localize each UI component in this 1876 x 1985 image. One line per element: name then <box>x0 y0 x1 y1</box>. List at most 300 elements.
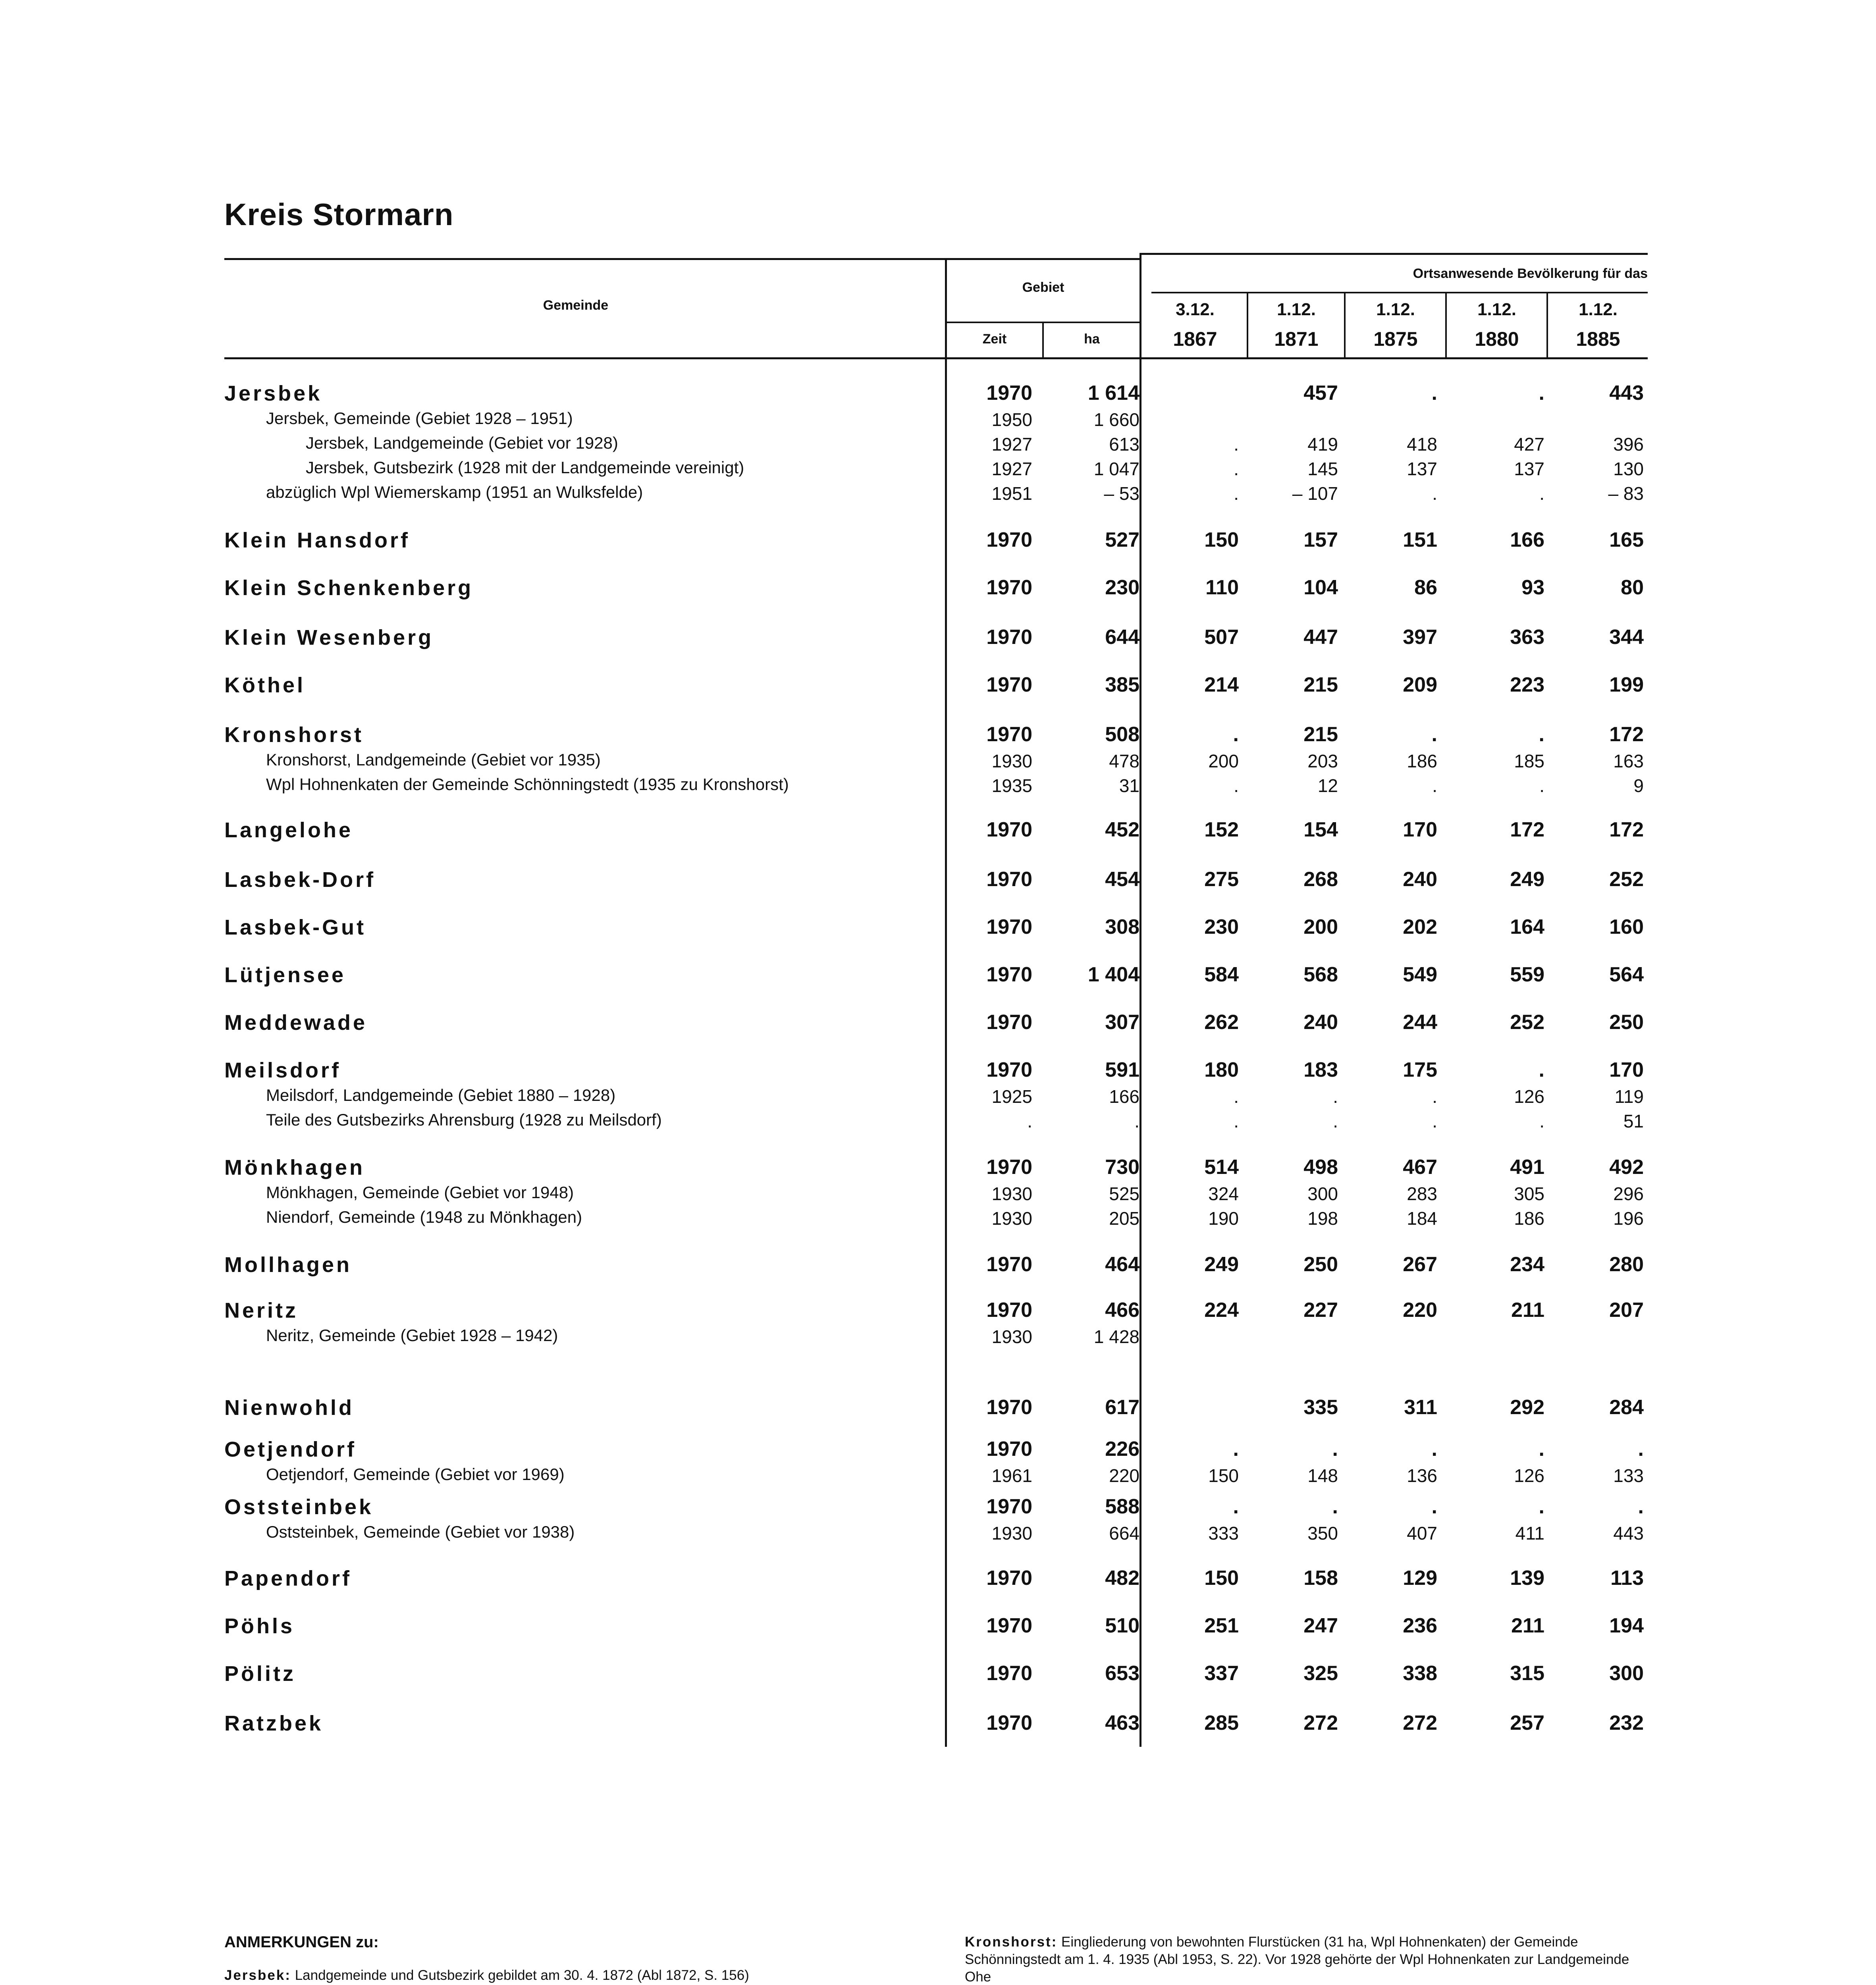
population-value: 407 <box>1407 1523 1437 1544</box>
gebiet-zeit: 1970 <box>986 1567 1032 1590</box>
gemeinde-name: Oetjendorf, Gemeinde (Gebiet vor 1969) <box>266 1465 565 1484</box>
gebiet-zeit: 1970 <box>986 382 1032 405</box>
gebiet-ha: 230 <box>1105 576 1139 599</box>
gemeinde-name: Meilsdorf <box>224 1058 341 1082</box>
gebiet-ha: 1 660 <box>1093 409 1139 430</box>
gebiet-ha: 1 428 <box>1093 1326 1139 1347</box>
population-value: 564 <box>1609 963 1644 986</box>
population-value: 236 <box>1403 1614 1437 1637</box>
gebiet-zeit: 1970 <box>986 1711 1032 1734</box>
population-value: 514 <box>1204 1156 1239 1179</box>
population-value: . <box>1539 723 1544 746</box>
population-value: 166 <box>1510 528 1544 551</box>
gebiet-zeit: 1970 <box>986 1495 1032 1518</box>
gebiet-ha: 1 047 <box>1093 459 1139 479</box>
population-value: 467 <box>1403 1156 1437 1179</box>
population-value: 240 <box>1303 1011 1338 1034</box>
population-value: 86 <box>1414 576 1437 599</box>
population-value: 296 <box>1613 1183 1644 1204</box>
population-value: 93 <box>1521 576 1544 599</box>
population-value: 250 <box>1609 1011 1644 1034</box>
population-value: 232 <box>1609 1711 1644 1734</box>
gebiet-ha: 525 <box>1109 1183 1139 1204</box>
population-value: 397 <box>1403 626 1437 649</box>
gebiet-ha: 730 <box>1105 1156 1139 1179</box>
gemeinde-name: Niendorf, Gemeinde (1948 zu Mönkhagen) <box>266 1208 582 1226</box>
population-value: 305 <box>1514 1183 1544 1204</box>
population-value: 196 <box>1613 1208 1644 1229</box>
date-1885: 1.12. <box>1579 300 1618 319</box>
notes-left <box>224 1933 820 1985</box>
gebiet-ha: 166 <box>1109 1086 1139 1107</box>
population-value: 9 <box>1633 775 1644 796</box>
population-value: . <box>1234 775 1239 796</box>
gemeinde-name: Pölitz <box>224 1662 296 1686</box>
gebiet-zeit: 1935 <box>991 775 1032 796</box>
date-1880: 1.12. <box>1477 300 1516 319</box>
population-value: 275 <box>1204 868 1239 891</box>
gemeinde-header: Gemeinde <box>543 298 609 313</box>
population-value: 80 <box>1621 576 1644 599</box>
population-value: 333 <box>1208 1523 1239 1544</box>
population-value: . <box>1432 483 1437 504</box>
population-value: 335 <box>1303 1396 1338 1419</box>
population-value: 137 <box>1514 459 1544 479</box>
gebiet-ha: 226 <box>1105 1438 1139 1461</box>
population-value: 507 <box>1204 626 1239 649</box>
gebiet-ha: 385 <box>1105 673 1139 696</box>
header-top-rule <box>224 258 945 260</box>
header-top-rule-right <box>1139 253 1648 255</box>
gebiet-zeit: 1970 <box>986 1058 1032 1081</box>
population-value: 411 <box>1515 1523 1544 1544</box>
gebiet-zeit: 1927 <box>991 434 1032 455</box>
population-value: 150 <box>1204 528 1239 551</box>
population-value: 172 <box>1510 818 1544 841</box>
population-value: 300 <box>1307 1183 1338 1204</box>
gemeinde-name: Mönkhagen <box>224 1156 365 1179</box>
gebiet-zeit: 1930 <box>991 1326 1032 1347</box>
population-value: 249 <box>1510 868 1544 891</box>
date-divider-4 <box>1546 292 1548 359</box>
population-value: 315 <box>1510 1662 1544 1685</box>
gemeinde-name: Nienwohld <box>224 1396 354 1420</box>
gemeinde-name: Oststeinbek, Gemeinde (Gebiet vor 1938) <box>266 1522 575 1541</box>
gemeinde-name: Kronshorst <box>224 723 364 747</box>
population-value: 110 <box>1205 576 1239 599</box>
gebiet-ha: 31 <box>1119 775 1139 796</box>
gebiet-zeit: 1925 <box>991 1086 1032 1107</box>
population-value: 498 <box>1303 1156 1338 1179</box>
population-value: 185 <box>1514 751 1544 771</box>
population-value: 337 <box>1204 1662 1239 1685</box>
gemeinde-name: Teile des Gutsbezirks Ahrensburg (1928 zu Meilsdorf) <box>266 1110 662 1129</box>
header-bottom-rule <box>224 357 1648 359</box>
population-value: 202 <box>1403 915 1437 939</box>
population-value: 244 <box>1403 1011 1437 1034</box>
gemeinde-name: Pöhls <box>224 1614 295 1638</box>
population-value: . <box>1539 483 1544 504</box>
gebiet-ha: 466 <box>1105 1299 1139 1322</box>
population-value: 234 <box>1510 1253 1544 1276</box>
gebiet-zeit: 1970 <box>986 1662 1032 1685</box>
gebiet-zeit: 1970 <box>986 723 1032 746</box>
population-value: 12 <box>1317 775 1338 796</box>
population-value: 350 <box>1307 1523 1338 1544</box>
population-value: 130 <box>1613 459 1644 479</box>
gebiet-zeit: 1970 <box>986 915 1032 939</box>
gebiet-top-rule <box>945 258 1139 260</box>
population-value: 324 <box>1208 1183 1239 1204</box>
population-value: 344 <box>1609 626 1644 649</box>
gebiet-zeit: 1970 <box>986 673 1032 696</box>
gebiet-ha: 613 <box>1109 434 1139 455</box>
population-value: 338 <box>1403 1662 1437 1685</box>
gebiet-zeit: 1970 <box>986 1156 1032 1179</box>
gebiet-ha: 508 <box>1105 723 1139 746</box>
gemeinde-name: Neritz <box>224 1299 299 1322</box>
gemeinde-name: Klein Hansdorf <box>224 528 411 552</box>
population-value: 133 <box>1613 1465 1644 1486</box>
population-value: . <box>1234 434 1239 455</box>
population-value: 170 <box>1609 1058 1644 1081</box>
population-value: 419 <box>1307 434 1338 455</box>
gebiet-zeit: 1930 <box>991 1183 1032 1204</box>
gebiet-ha: – 53 <box>1104 483 1139 504</box>
population-value: 559 <box>1510 963 1544 986</box>
gemeinde-name: Köthel <box>224 673 305 697</box>
population-value: . <box>1333 1086 1338 1107</box>
population-value: 230 <box>1204 915 1239 939</box>
population-value: 186 <box>1514 1208 1544 1229</box>
gebiet-zeit: . <box>1027 1111 1032 1131</box>
population-value: 250 <box>1303 1253 1338 1276</box>
gemeinde-name: Langelohe <box>224 818 353 842</box>
population-value: 325 <box>1303 1662 1338 1685</box>
year-1867: 1867 <box>1173 328 1217 350</box>
population-value: . <box>1234 1086 1239 1107</box>
population-value: 211 <box>1511 1299 1544 1322</box>
population-value: 249 <box>1204 1253 1239 1276</box>
gebiet-ha: 482 <box>1105 1567 1139 1590</box>
gemeinde-name: abzüglich Wpl Wiemerskamp (1951 an Wulksfelde) <box>266 483 643 501</box>
population-value: . <box>1432 775 1437 796</box>
population-value: 160 <box>1609 915 1644 939</box>
population-value: 247 <box>1303 1614 1338 1637</box>
gebiet-zeit: 1970 <box>986 1299 1032 1322</box>
population-value: 257 <box>1510 1711 1544 1734</box>
population-value: 214 <box>1204 673 1239 696</box>
gebiet-ha: 463 <box>1105 1711 1139 1734</box>
table-mid-divider <box>1139 253 1141 1747</box>
population-value: 148 <box>1307 1465 1338 1486</box>
population-value: 200 <box>1208 751 1239 771</box>
gebiet-zeit: 1970 <box>986 1011 1032 1034</box>
gemeinde-name: Meddewade <box>224 1011 368 1035</box>
population-value: . <box>1539 1495 1544 1518</box>
page-title: Kreis Stormarn <box>224 197 454 232</box>
gebiet-ha-divider <box>1042 322 1044 359</box>
gemeinde-name: Wpl Hohnenkaten der Gemeinde Schönningstedt (1935 zu Kronshorst) <box>266 775 789 794</box>
gebiet-ha: 308 <box>1105 915 1139 939</box>
gemeinde-name: Klein Schenkenberg <box>224 576 474 600</box>
population-value: 129 <box>1403 1567 1437 1590</box>
population-value: 223 <box>1510 673 1544 696</box>
note-jersbek: Jersbek: Landgemeinde und Gutsbezirk gebildet am 30. 4. 1872 (Abl 1872, S. 156) <box>224 1968 749 1983</box>
gebiet-ha: 307 <box>1105 1011 1139 1034</box>
gebiet-ha: 452 <box>1105 818 1139 841</box>
population-value: 165 <box>1609 528 1644 551</box>
population-value: 151 <box>1403 528 1437 551</box>
population-value: 240 <box>1403 868 1437 891</box>
population-value: 268 <box>1303 868 1338 891</box>
year-1880: 1880 <box>1475 328 1519 350</box>
population-value: . <box>1431 382 1437 405</box>
population-value: 215 <box>1303 673 1338 696</box>
population-value: 104 <box>1303 576 1338 599</box>
population-value: 194 <box>1609 1614 1644 1637</box>
population-value: 152 <box>1204 818 1239 841</box>
population-value: . <box>1539 1058 1544 1081</box>
population-value: 363 <box>1510 626 1544 649</box>
population-value: 568 <box>1303 963 1338 986</box>
population-value: 180 <box>1204 1058 1239 1081</box>
population-value: . <box>1432 1086 1437 1107</box>
zeit-header: Zeit <box>982 331 1007 347</box>
population-value: 457 <box>1303 382 1338 405</box>
population-value: . <box>1638 1438 1644 1461</box>
population-value: . <box>1234 459 1239 479</box>
note-kronshorst: Kronshorst: Eingliederung von bewohnten Flurstücken (31 ha, Wpl Hohnenkaten) der Gemeinde Schönningstedt am 1. 4. 1935 (Abl 1953, S. 22). Vor 1928 gehörte der Wpl Hohnenkaten zur Landgemeinde Ohe <box>965 1934 1629 1985</box>
population-value: 164 <box>1510 915 1544 939</box>
gebiet-ha: 205 <box>1109 1208 1139 1229</box>
population-value: 207 <box>1609 1299 1644 1322</box>
population-value: . <box>1234 1111 1239 1131</box>
gemeinde-name: Ratzbek <box>224 1711 324 1735</box>
population-value: . <box>1432 1111 1437 1131</box>
population-value: 150 <box>1204 1567 1239 1590</box>
gebiet-ha: 1 404 <box>1087 963 1139 986</box>
gebiet-zeit: 1970 <box>986 1396 1032 1419</box>
population-value: 272 <box>1403 1711 1437 1734</box>
population-value: . <box>1233 1495 1239 1518</box>
gebiet-zeit: 1930 <box>991 751 1032 771</box>
gemeinde-name: Jersbek, Landgemeinde (Gebiet vor 1928) <box>306 434 618 452</box>
gemeinde-name: Oststeinbek <box>224 1495 374 1519</box>
gebiet-ha: 591 <box>1105 1058 1139 1081</box>
population-value: 252 <box>1510 1011 1544 1034</box>
gebiet-ha: 664 <box>1109 1523 1139 1544</box>
population-value: 163 <box>1613 751 1644 771</box>
population-value: 200 <box>1303 915 1338 939</box>
gebiet-zeit: 1970 <box>986 868 1032 891</box>
population-value: . <box>1431 1495 1437 1518</box>
date-1871: 1.12. <box>1277 300 1316 319</box>
gebiet-ha: 510 <box>1105 1614 1139 1637</box>
date-divider-2 <box>1344 292 1346 359</box>
population-value: 252 <box>1609 868 1644 891</box>
population-value: 113 <box>1610 1567 1644 1590</box>
population-value: 145 <box>1307 459 1338 479</box>
dates-mid-rule <box>1151 292 1648 293</box>
population-value: 272 <box>1303 1711 1338 1734</box>
gebiet-header: Gebiet <box>1022 280 1064 295</box>
population-value: 549 <box>1403 963 1437 986</box>
population-value: 139 <box>1510 1567 1544 1590</box>
gebiet-zeit: 1927 <box>991 459 1032 479</box>
population-value: 283 <box>1407 1183 1437 1204</box>
population-value: 126 <box>1514 1086 1544 1107</box>
population-value: . <box>1333 1111 1338 1131</box>
gebiet-ha: 220 <box>1109 1465 1139 1486</box>
population-value: 300 <box>1609 1662 1644 1685</box>
gemeinde-name: Lasbek-Gut <box>224 915 366 939</box>
gemeinde-name: Meilsdorf, Landgemeinde (Gebiet 1880 – 1928) <box>266 1086 616 1104</box>
population-value: 285 <box>1204 1711 1239 1734</box>
population-value: 220 <box>1403 1299 1437 1322</box>
population-value: . <box>1539 1438 1544 1461</box>
gebiet-ha: 588 <box>1105 1495 1139 1518</box>
gebiet-ha: 617 <box>1105 1396 1139 1419</box>
gemeinde-name: Klein Wesenberg <box>224 626 434 649</box>
gebiet-zeit: 1970 <box>986 1614 1032 1637</box>
population-value: . <box>1234 483 1239 504</box>
year-1885: 1885 <box>1576 328 1620 350</box>
population-value: 211 <box>1511 1614 1544 1637</box>
population-value: 158 <box>1303 1567 1338 1590</box>
population-value: . <box>1233 723 1239 746</box>
gemeinde-name: Jersbek, Gutsbezirk (1928 mit der Landgemeinde vereinigt) <box>306 458 744 477</box>
population-value: 157 <box>1303 528 1338 551</box>
gebiet-zeit: 1970 <box>986 963 1032 986</box>
gebiet-zeit: 1961 <box>991 1465 1032 1486</box>
gemeinde-name: Lütjensee <box>224 963 346 987</box>
population-value: 154 <box>1303 818 1338 841</box>
gebiet-ha: 1 614 <box>1087 382 1139 405</box>
population-value: 198 <box>1307 1208 1338 1229</box>
ha-header: ha <box>1084 331 1100 347</box>
population-value: 136 <box>1407 1465 1437 1486</box>
notes-heading: ANMERKUNGEN zu: <box>224 1933 379 1951</box>
year-1875: 1875 <box>1373 328 1418 350</box>
population-value: 251 <box>1204 1614 1239 1637</box>
population-value: 491 <box>1510 1156 1544 1179</box>
gemeinde-name: Neritz, Gemeinde (Gebiet 1928 – 1942) <box>266 1326 558 1345</box>
population-value: 267 <box>1403 1253 1437 1276</box>
gebiet-zeit: 1970 <box>986 576 1032 599</box>
gemeinde-name: Oetjendorf <box>224 1438 357 1461</box>
population-value: 137 <box>1407 459 1437 479</box>
population-value: 443 <box>1609 382 1644 405</box>
gebiet-ha: 478 <box>1109 751 1139 771</box>
population-value: 284 <box>1609 1396 1644 1419</box>
gemeinde-name: Jersbek, Gemeinde (Gebiet 1928 – 1951) <box>266 409 573 428</box>
population-value: 418 <box>1407 434 1437 455</box>
population-value: 396 <box>1613 434 1644 455</box>
population-value: 199 <box>1609 673 1644 696</box>
gemeinde-name: Mönkhagen, Gemeinde (Gebiet vor 1948) <box>266 1183 574 1202</box>
table-left-divider <box>945 258 947 1747</box>
population-value: 190 <box>1208 1208 1239 1229</box>
population-value: . <box>1539 1111 1544 1131</box>
gebiet-ha: . <box>1134 1111 1139 1131</box>
gebiet-ha: 527 <box>1105 528 1139 551</box>
gebiet-ha: 644 <box>1105 626 1139 649</box>
population-value: 170 <box>1403 818 1437 841</box>
population-value: . <box>1638 1495 1644 1518</box>
gebiet-zeit: 1930 <box>991 1208 1032 1229</box>
population-value: 584 <box>1204 963 1239 986</box>
population-value: 215 <box>1303 723 1338 746</box>
gebiet-ha: 454 <box>1105 868 1139 891</box>
gebiet-zeit: 1970 <box>986 818 1032 841</box>
gemeinde-name: Papendorf <box>224 1567 352 1590</box>
bevoelkerung-header: Ortsanwesende Bevölkerung für das <box>1413 266 1648 281</box>
population-value: . <box>1332 1495 1338 1518</box>
population-value: 172 <box>1609 723 1644 746</box>
population-value: 119 <box>1614 1086 1644 1107</box>
gebiet-zeit: 1970 <box>986 626 1032 649</box>
population-value: 172 <box>1609 818 1644 841</box>
population-value: 262 <box>1204 1011 1239 1034</box>
population-value: 447 <box>1303 626 1338 649</box>
population-value: 311 <box>1404 1396 1437 1419</box>
population-value: . <box>1332 1438 1338 1461</box>
notes-right <box>965 1933 1648 1985</box>
population-value: . <box>1233 1438 1239 1461</box>
population-value: – 83 <box>1608 483 1644 504</box>
date-divider-3 <box>1445 292 1447 359</box>
population-value: 443 <box>1613 1523 1644 1544</box>
gebiet-zeit: 1930 <box>991 1523 1032 1544</box>
population-value: . <box>1539 775 1544 796</box>
population-value: 183 <box>1303 1058 1338 1081</box>
gebiet-zeit: 1970 <box>986 528 1032 551</box>
population-value: 126 <box>1514 1465 1544 1486</box>
population-value: 150 <box>1208 1465 1239 1486</box>
population-value: 203 <box>1307 751 1338 771</box>
population-value: 186 <box>1407 751 1437 771</box>
population-value: . <box>1431 723 1437 746</box>
population-value: 227 <box>1303 1299 1338 1322</box>
gemeinde-name: Kronshorst, Landgemeinde (Gebiet vor 1935) <box>266 750 601 769</box>
gebiet-zeit: 1970 <box>986 1253 1032 1276</box>
population-value: . <box>1431 1438 1437 1461</box>
gemeinde-name: Mollhagen <box>224 1253 352 1277</box>
gemeinde-name: Jersbek <box>224 382 322 405</box>
year-1871: 1871 <box>1274 328 1319 350</box>
gebiet-ha: 464 <box>1105 1253 1139 1276</box>
population-value: 224 <box>1204 1299 1239 1322</box>
population-value: – 107 <box>1292 483 1338 504</box>
population-value: . <box>1539 382 1544 405</box>
population-value: 175 <box>1403 1058 1437 1081</box>
date-1867: 3.12. <box>1176 300 1215 319</box>
population-value: 427 <box>1514 434 1544 455</box>
population-value: 51 <box>1623 1111 1644 1131</box>
gebiet-zeit: 1970 <box>986 1438 1032 1461</box>
population-value: 292 <box>1510 1396 1544 1419</box>
population-value: 280 <box>1609 1253 1644 1276</box>
date-1875: 1.12. <box>1376 300 1415 319</box>
gebiet-ha: 653 <box>1105 1662 1139 1685</box>
gemeinde-name: Lasbek-Dorf <box>224 868 376 892</box>
date-divider-1 <box>1247 292 1248 359</box>
population-value: 184 <box>1407 1208 1437 1229</box>
gebiet-zeit: 1950 <box>991 409 1032 430</box>
population-value: 492 <box>1609 1156 1644 1179</box>
population-value: 209 <box>1403 673 1437 696</box>
